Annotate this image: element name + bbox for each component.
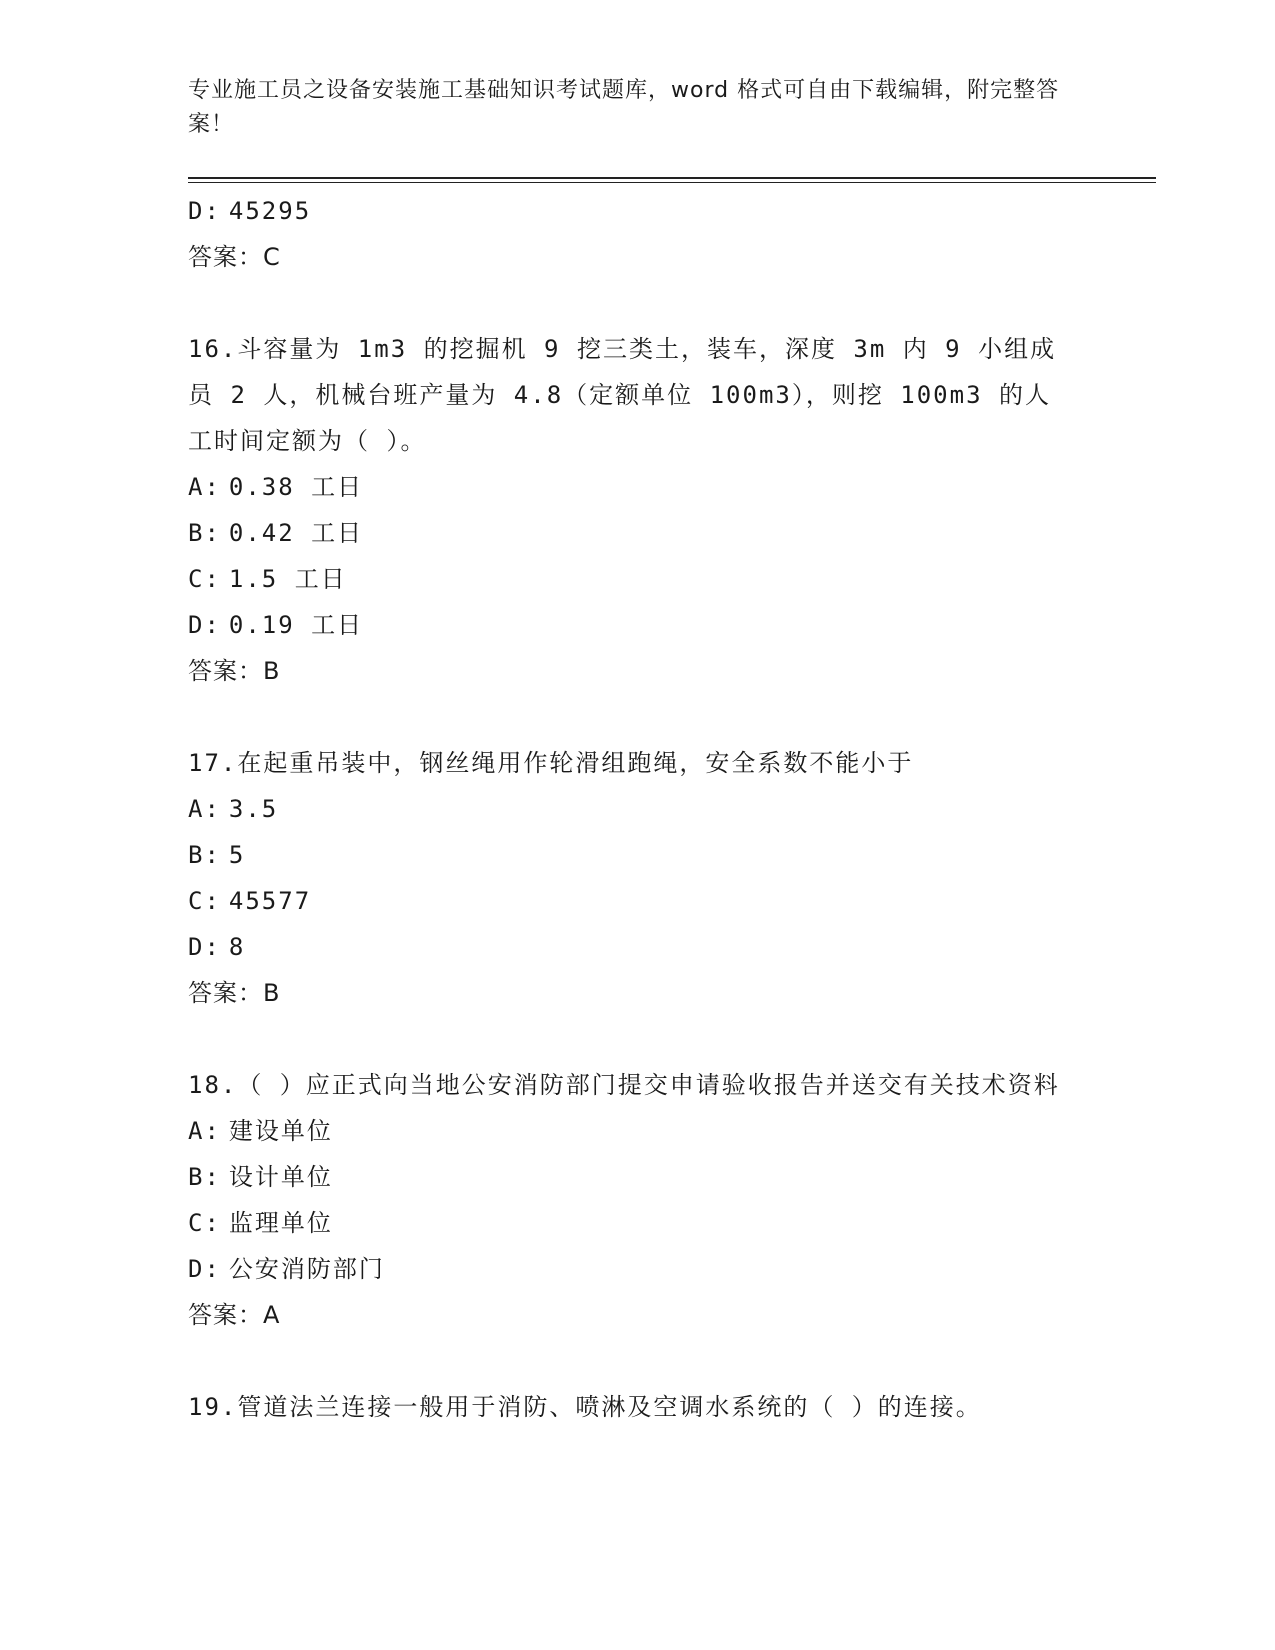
option-label: A: (188, 795, 221, 823)
option-text: 3.5 (228, 795, 279, 823)
option-d (188, 924, 1088, 970)
option-label: C: (188, 565, 221, 593)
option-label: A: (188, 1117, 221, 1145)
option-b (188, 1154, 1088, 1200)
option-label: D: (188, 611, 221, 639)
option-text: 监理单位 (228, 1209, 333, 1237)
option-text: 设计单位 (228, 1163, 333, 1191)
option-d (188, 188, 1088, 234)
option-label: B: (188, 519, 221, 547)
option-text: 8 (228, 933, 246, 961)
question-19-text: 19.管道法兰连接一般用于消防、喷淋及空调水系统的（ ）的连接。 (188, 1393, 982, 1421)
question-16-text: 16.斗容量为 1m3 的挖掘机 9 挖三类土，装车，深度 3m 内 9 小组成员 2 人，机械台班产量为 4.8（定额单位 100m3），则挖 100m3 的人工时间定额为（ ）。 (188, 335, 1057, 455)
question-17-text: 17.在起重吊装中，钢丝绳用作轮滑组跑绳，安全系数不能小于 (188, 749, 914, 777)
option-text: 1.5 工日 (228, 565, 347, 593)
option-label: D: (188, 1255, 221, 1283)
option-label: B: (188, 1163, 221, 1191)
spacer (188, 694, 1088, 740)
option-text: 公安消防部门 (228, 1255, 385, 1283)
option-d (188, 602, 1088, 648)
option-c (188, 878, 1088, 924)
header-note: 专业施工员之设备安装施工基础知识考试题库，word 格式可自由下载编辑，附完整答案！ (188, 78, 1060, 137)
option-text: 0.38 工日 (228, 473, 364, 501)
question-list (188, 188, 1088, 1430)
option-a (188, 786, 1088, 832)
option-b (188, 832, 1088, 878)
option-text: 5 (228, 841, 246, 869)
spacer (188, 280, 1088, 326)
option-label: A: (188, 473, 221, 501)
option-c (188, 1200, 1088, 1246)
option-label: D: (188, 933, 221, 961)
answer-line: 答案：B (188, 979, 281, 1007)
spacer (188, 1338, 1088, 1384)
header-rule-thin (188, 182, 1156, 183)
option-label: C: (188, 887, 221, 915)
option-c (188, 556, 1088, 602)
option-a (188, 1108, 1088, 1154)
option-label: B: (188, 841, 221, 869)
option-text: 0.42 工日 (228, 519, 364, 547)
option-a (188, 464, 1088, 510)
option-text: 45577 (228, 887, 312, 915)
option-text: 45295 (228, 197, 312, 225)
option-label: D: (188, 197, 221, 225)
option-d (188, 1246, 1088, 1292)
header-rule-thick (188, 177, 1156, 179)
option-b (188, 510, 1088, 556)
answer-line: 答案：A (188, 1301, 281, 1329)
question-18-text: 18.（ ）应正式向当地公安消防部门提交申请验收报告并送交有关技术资料 (188, 1071, 1060, 1099)
option-label: C: (188, 1209, 221, 1237)
spacer (188, 1016, 1088, 1062)
option-text: 0.19 工日 (228, 611, 364, 639)
option-text: 建设单位 (228, 1117, 333, 1145)
answer-line: 答案：B (188, 657, 281, 685)
answer-line: 答案：C (188, 243, 281, 271)
